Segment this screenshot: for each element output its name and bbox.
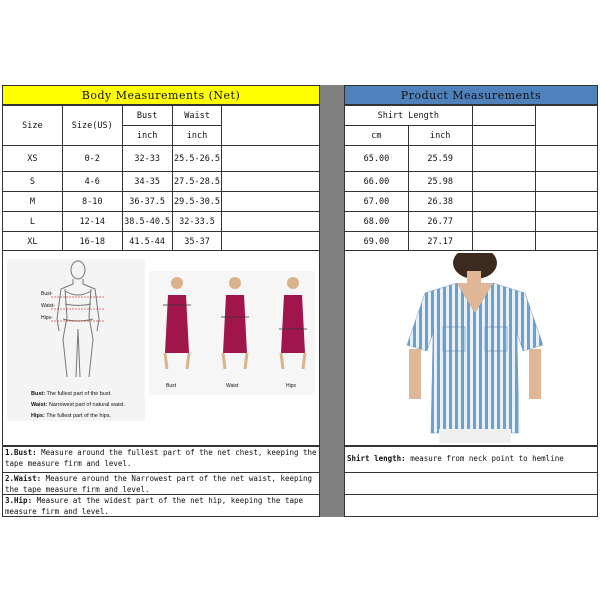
- body-size-table: [2, 105, 320, 272]
- empty-cell: [472, 106, 536, 126]
- table-row: [345, 172, 598, 192]
- inch-cell: 26.77: [408, 212, 472, 232]
- body-measurement-diagram: [2, 250, 320, 446]
- bust-note-label: Bust:: [31, 391, 46, 397]
- bust-figure-label: Bust: [166, 383, 177, 389]
- inch-cell: 27.17: [408, 232, 472, 252]
- empty-cell: [222, 232, 320, 252]
- shirt-length-instruction-text: measure from neck point to hemline: [405, 454, 564, 463]
- waist-cell: 25.5-26.5: [172, 146, 222, 172]
- size-cell: L: [3, 212, 63, 232]
- waist-figure: [211, 273, 259, 373]
- bust-note: [31, 391, 112, 397]
- inch-cell: 25.59: [408, 146, 472, 172]
- empty-cell: [472, 146, 536, 172]
- table-row: [3, 172, 320, 192]
- hips-note: [31, 413, 111, 419]
- bust-figure: [153, 273, 201, 373]
- empty-cell: [536, 146, 598, 172]
- empty-cell: [222, 106, 320, 146]
- empty-cell: [472, 232, 536, 252]
- bust-cell: 38.5-40.5: [122, 212, 172, 232]
- empty-cell: [222, 192, 320, 212]
- empty-note-row: [344, 473, 598, 495]
- size-us-cell: 12-14: [62, 212, 122, 232]
- waist-cell: 32-33.5: [172, 212, 222, 232]
- body-measurements-title: Body Measurements (Net): [81, 88, 241, 102]
- table-row: [345, 192, 598, 212]
- size-us-cell: 4-6: [62, 172, 122, 192]
- bust-note-text: The fullest part of the bust.: [46, 391, 112, 397]
- hip-instruction-text: Measure at the widest part of the net hip, keeping the tape measure firm and level.: [5, 496, 304, 516]
- waist-note-text: Narrowest part of natural waist.: [48, 402, 125, 408]
- hips-tag: Hips-: [41, 315, 53, 321]
- table-row: [345, 232, 598, 252]
- product-size-table: [344, 105, 598, 272]
- empty-cell: [536, 212, 598, 232]
- product-measurements-title: Product Measurements: [400, 88, 542, 102]
- inch-cell: 25.98: [408, 172, 472, 192]
- table-row: [345, 212, 598, 232]
- hips-figure-label: Hips: [286, 383, 297, 389]
- bust-instruction-text: Measure around the fullest part of the net chest, keeping the tape measure firm and level.: [5, 448, 317, 468]
- waist-tag: Waist-: [41, 303, 55, 309]
- table-row: [3, 192, 320, 212]
- table-row: [3, 232, 320, 252]
- bust-cell: 36-37.5: [122, 192, 172, 212]
- size-us-cell: 16-18: [62, 232, 122, 252]
- product-photo: [344, 250, 598, 446]
- hip-instruction-label: 3.Hip:: [5, 496, 33, 505]
- size-cell: XS: [3, 146, 63, 172]
- hips-figure: [269, 273, 317, 373]
- shirt-length-instruction-label: Shirt length:: [347, 454, 406, 463]
- size-header: Size: [3, 106, 63, 146]
- empty-note-row: [344, 495, 598, 517]
- empty-cell: [536, 172, 598, 192]
- size-us-cell: 8-10: [62, 192, 122, 212]
- waist-instruction-text: Measure around the Narrowest part of the net waist, keeping the tape measure firm and level.: [5, 474, 313, 494]
- size-cell: M: [3, 192, 63, 212]
- bust-cell: 34-35: [122, 172, 172, 192]
- shirt-model-image: [395, 253, 545, 443]
- hips-note-label: Hips:: [31, 413, 45, 419]
- waist-cell: 35-37: [172, 232, 222, 252]
- cm-cell: 69.00: [345, 232, 409, 252]
- empty-cell: [536, 192, 598, 212]
- waist-note: [31, 402, 125, 408]
- cm-cell: 68.00: [345, 212, 409, 232]
- body-outline-figure: [43, 259, 113, 381]
- empty-cell: [536, 106, 598, 146]
- waist-note-label: Waist:: [31, 402, 48, 408]
- empty-cell: [222, 212, 320, 232]
- shirt-length-header: Shirt Length: [345, 106, 473, 126]
- empty-cell: [472, 126, 536, 146]
- waist-figure-label: Waist: [226, 383, 239, 389]
- waist-unit: inch: [172, 126, 222, 146]
- waist-cell: 29.5-30.5: [172, 192, 222, 212]
- cm-cell: 67.00: [345, 192, 409, 212]
- empty-cell: [222, 172, 320, 192]
- empty-cell: [222, 146, 320, 172]
- size-cell: S: [3, 172, 63, 192]
- inch-unit: inch: [408, 126, 472, 146]
- cm-cell: 65.00: [345, 146, 409, 172]
- table-row: [3, 212, 320, 232]
- bust-cell: 41.5-44: [122, 232, 172, 252]
- column-divider: [320, 85, 344, 517]
- product-measurements-header: [344, 85, 598, 105]
- body-measurements-header: [2, 85, 320, 105]
- hips-note-text: The fullest part of the hips.: [46, 413, 112, 419]
- hip-instruction: [2, 495, 320, 517]
- waist-instruction: [2, 473, 320, 495]
- size-us-header: Size(US): [62, 106, 122, 146]
- table-row: [345, 146, 598, 172]
- cm-unit: cm: [345, 126, 409, 146]
- bust-instruction-label: 1.Bust:: [5, 448, 37, 457]
- shirt-length-instruction: [344, 446, 598, 473]
- bust-tag: Bust-: [41, 291, 53, 297]
- waist-instruction-label: 2.Waist:: [5, 474, 42, 483]
- empty-cell: [472, 192, 536, 212]
- table-row: [3, 146, 320, 172]
- empty-cell: [472, 212, 536, 232]
- empty-cell: [472, 172, 536, 192]
- size-us-cell: 0-2: [62, 146, 122, 172]
- empty-cell: [536, 232, 598, 252]
- cm-cell: 66.00: [345, 172, 409, 192]
- waist-header: Waist: [172, 106, 222, 126]
- bust-header: Bust: [122, 106, 172, 126]
- table-header-row: [345, 106, 598, 126]
- inch-cell: 26.38: [408, 192, 472, 212]
- table-header-row: [3, 106, 320, 126]
- bust-instruction: [2, 446, 320, 473]
- bust-unit: inch: [122, 126, 172, 146]
- size-cell: XL: [3, 232, 63, 252]
- bust-cell: 32-33: [122, 146, 172, 172]
- waist-cell: 27.5-28.5: [172, 172, 222, 192]
